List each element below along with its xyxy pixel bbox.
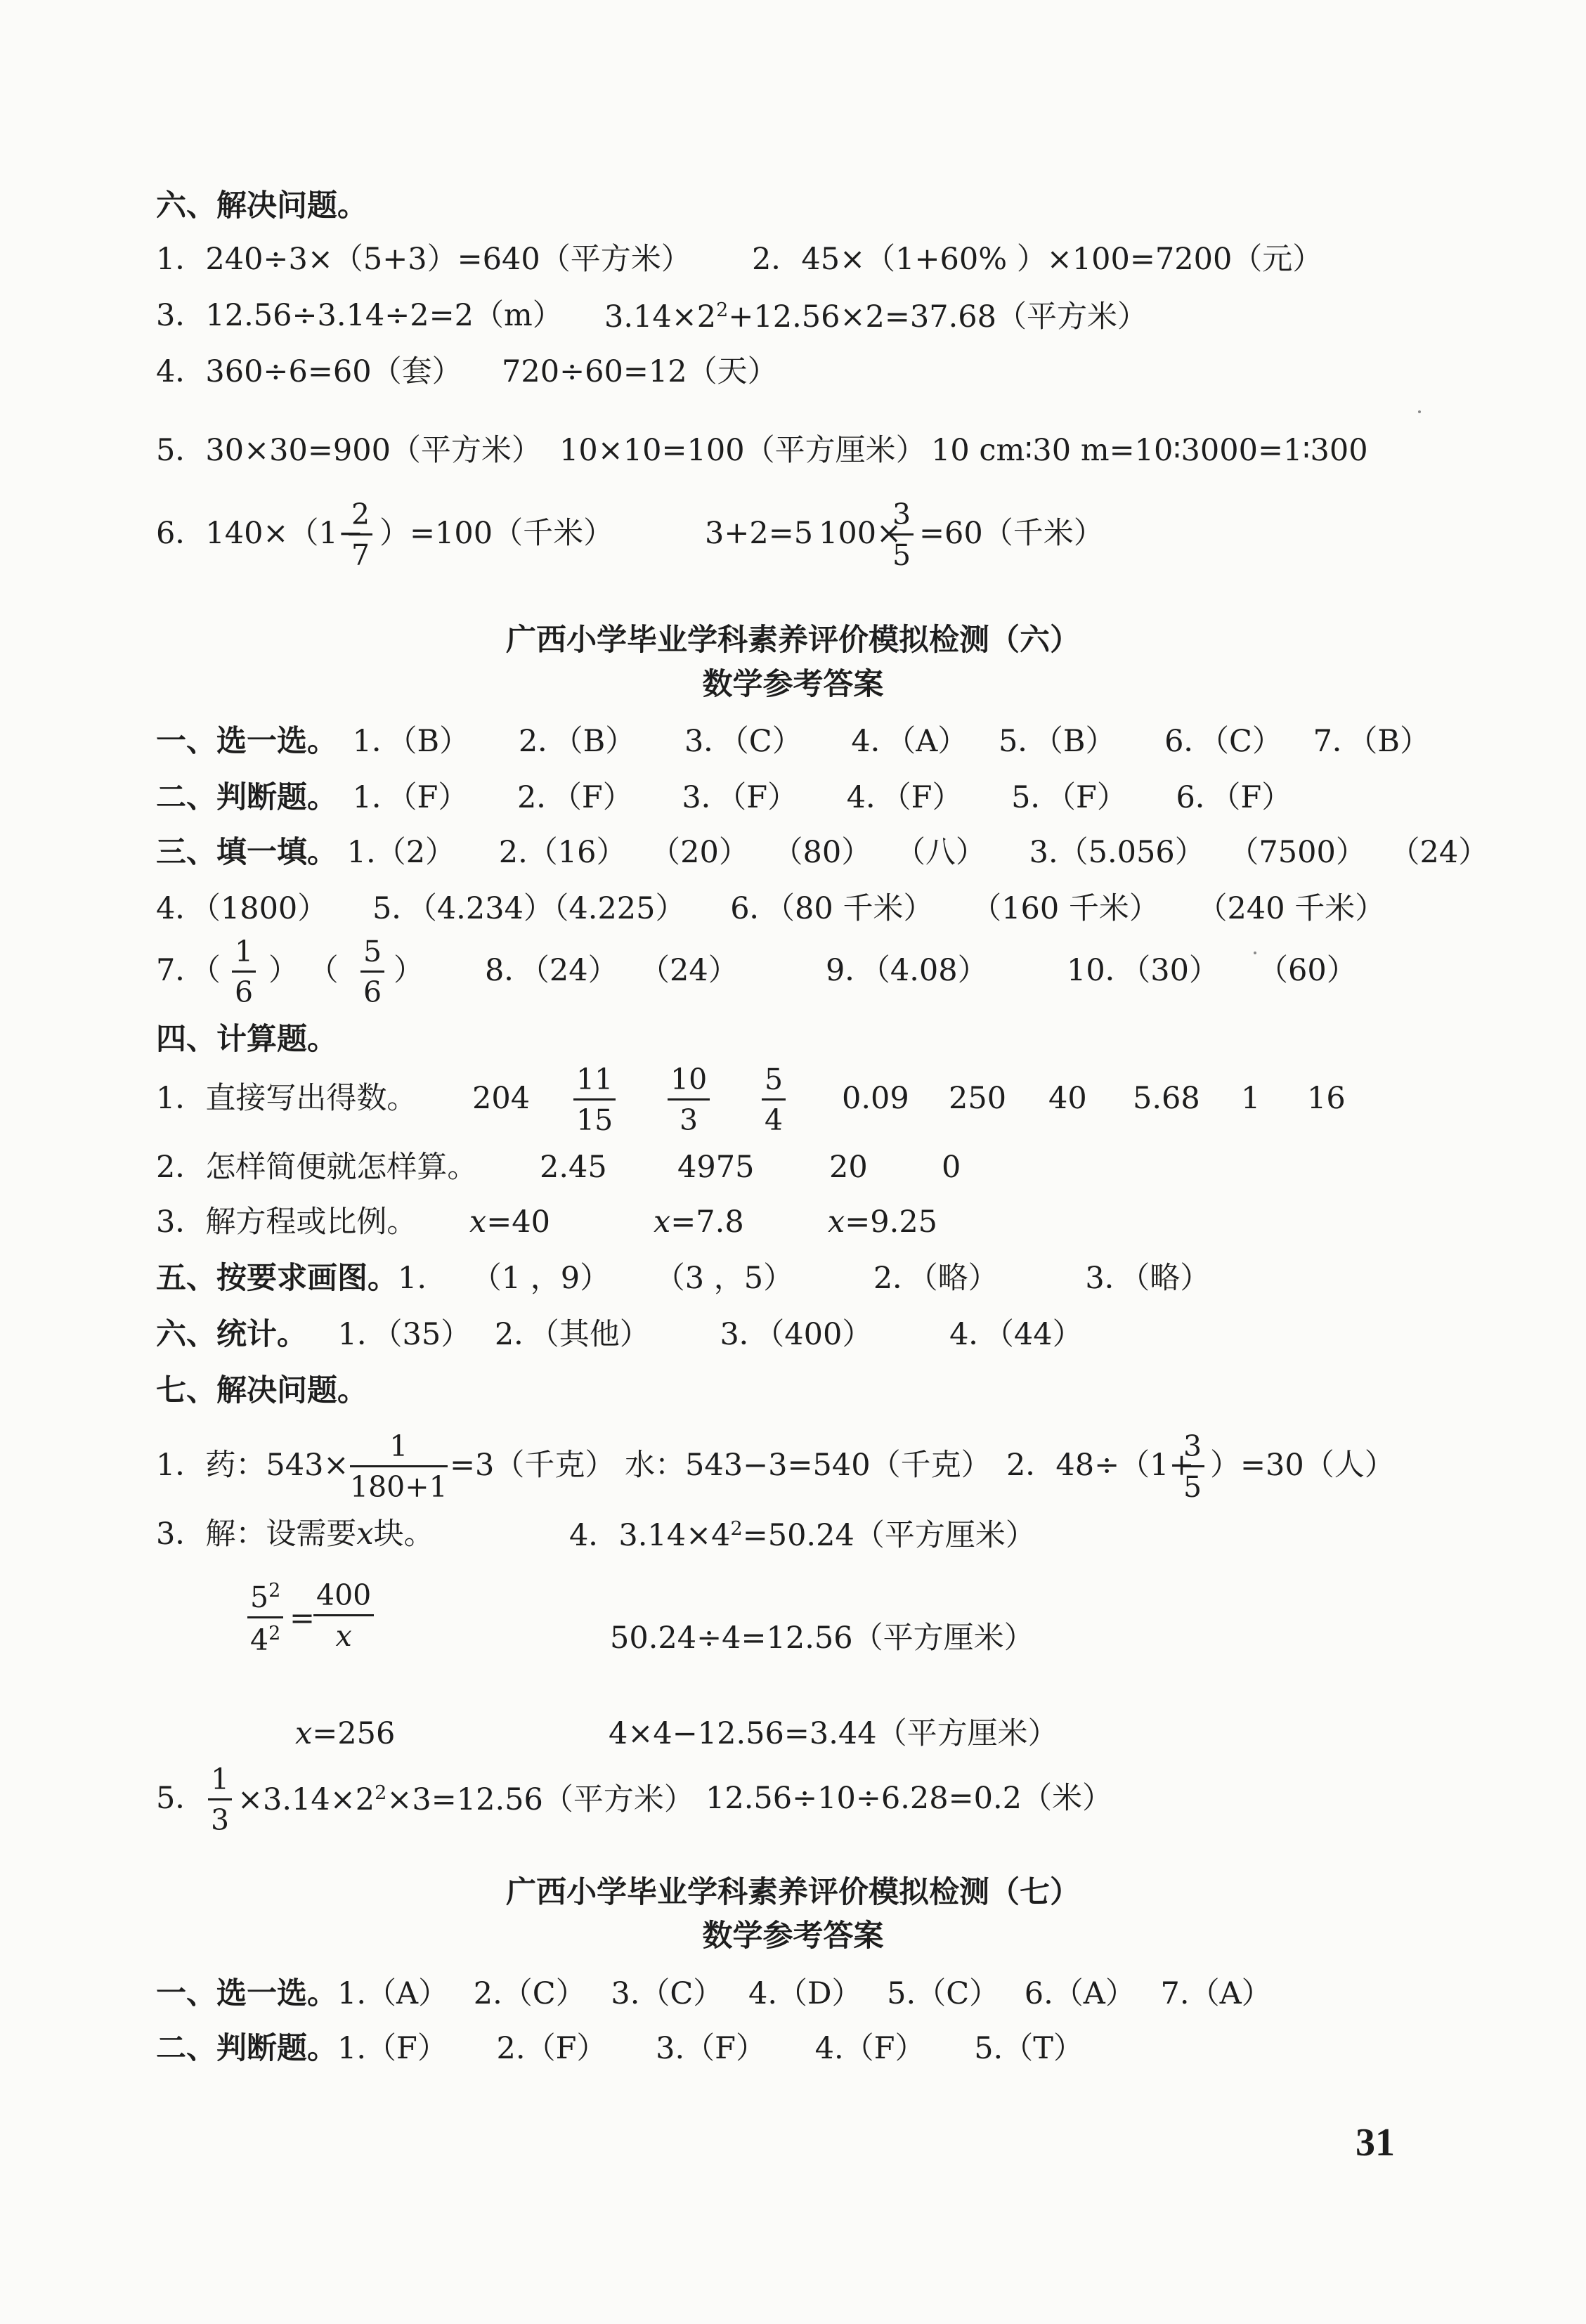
- text: ×3.14×2: [238, 1782, 375, 1817]
- answer-line: 10．（30）: [1067, 953, 1219, 988]
- exponent: 2: [375, 1782, 387, 1804]
- answer-line: ）: [394, 953, 424, 988]
- answer: 2.（F）: [496, 2031, 607, 2066]
- answer: 3．（F）: [682, 780, 798, 815]
- numerator: 3: [1181, 1432, 1204, 1467]
- answer-line: （60）: [1258, 953, 1357, 988]
- section-heading: 六、解决问题。: [156, 188, 368, 223]
- question-row: [156, 2031, 1084, 2066]
- answer-line: 2．45×（1+60% ）×100=7200（元）: [752, 242, 1323, 277]
- answer-line: 720÷60=12（天）: [502, 354, 778, 389]
- answer: 3.（C）: [611, 1976, 724, 2011]
- variable: x: [295, 1716, 313, 1751]
- denominator: 180+1: [350, 1470, 448, 1504]
- numerator: 1: [232, 937, 256, 973]
- answer: 3．（C）: [684, 724, 802, 759]
- answer-line: [604, 299, 1148, 335]
- text: =50.24（平方厘米）: [742, 1518, 1036, 1553]
- fraction: [349, 500, 372, 570]
- answer-line: 4975: [677, 1150, 755, 1185]
- answer: 4．（A）: [851, 724, 968, 759]
- speck: [1254, 952, 1256, 954]
- answer: 4．（F）: [846, 780, 963, 815]
- answer-line: 10×10=100（平方厘米）: [559, 433, 926, 468]
- answer: 2．（其他）: [494, 1317, 650, 1352]
- base: 4: [250, 1623, 269, 1657]
- answer-line: 250: [949, 1081, 1007, 1116]
- numerator: 10: [668, 1065, 710, 1101]
- test-title: 广西小学毕业学科素养评价模拟检测（七）: [506, 1875, 1080, 1910]
- expr: 3.14×2: [604, 299, 717, 335]
- answer: 2.（16）: [498, 835, 627, 870]
- question-label: 二、判断题。: [156, 2031, 337, 2066]
- fraction: [313, 1578, 374, 1653]
- denominator: 5: [892, 538, 911, 572]
- answer: 6．（C）: [1164, 724, 1282, 759]
- answer-line: 20: [829, 1150, 868, 1185]
- answer-line: ） （: [268, 953, 339, 988]
- answer: 5．（F）: [1011, 780, 1127, 815]
- answer-line: [828, 1207, 937, 1238]
- answer: 1.（A）: [337, 1976, 449, 2011]
- answer-line: 9．（4.08）: [826, 953, 988, 988]
- answer-line: 0.09: [842, 1081, 909, 1116]
- answer-line: [469, 1207, 550, 1238]
- text: 3．解：设需要: [156, 1517, 357, 1552]
- answer-line: =60（千米）: [919, 516, 1104, 551]
- exponent: 2: [730, 1518, 743, 1540]
- exponent: 2: [268, 1623, 281, 1644]
- numerator: 1: [350, 1432, 448, 1467]
- numerator: 5: [762, 1065, 786, 1101]
- answer-line: =3（千克） 水：543−3=540（千克）: [450, 1448, 992, 1483]
- question-row: [156, 724, 1431, 759]
- numerator: 2: [349, 500, 372, 535]
- answer: 4.（D）: [748, 1976, 862, 2011]
- question-label: 六、统计。: [156, 1317, 307, 1352]
- numerator: 3: [890, 500, 914, 535]
- numerator: 1: [208, 1765, 232, 1800]
- question-row: [156, 1317, 1083, 1352]
- answer: 2.（C）: [473, 1976, 586, 2011]
- expr: +12.56×2=37.68（平方米）: [728, 299, 1148, 335]
- answer: 1.: [398, 1261, 427, 1296]
- answer: 3．（略）: [1085, 1261, 1211, 1296]
- answer-line: 3+2=5: [705, 516, 814, 551]
- answer: （7500）: [1228, 835, 1366, 870]
- answer: 4．（1800）: [156, 891, 328, 926]
- question-label: 七、解决问题。: [156, 1373, 368, 1408]
- test-subtitle: 数学参考答案: [702, 1919, 884, 1954]
- answer: 5．（B）: [998, 724, 1116, 759]
- answer-line: ）=100（千米）: [379, 516, 614, 551]
- answer: （3 ，5）: [654, 1261, 794, 1296]
- answer: 1.（2）: [346, 835, 456, 870]
- answer-line: 16: [1307, 1081, 1346, 1116]
- answer: 4.（F）: [814, 2031, 925, 2066]
- fraction: [208, 1765, 232, 1835]
- text: 4．3.14×4: [569, 1518, 731, 1553]
- answer-line: 3．解方程或比例。: [156, 1205, 417, 1240]
- value: =9.25: [845, 1205, 938, 1240]
- denominator: 5: [1183, 1470, 1202, 1504]
- test-title: 广西小学毕业学科素养评价模拟检测（六）: [506, 623, 1080, 658]
- answer-line: 7．（: [156, 953, 221, 988]
- value: =256: [312, 1716, 396, 1751]
- answer: （24）: [1389, 835, 1489, 870]
- answer-line: [654, 1207, 744, 1238]
- answer: 2．（略）: [873, 1261, 999, 1296]
- variable: x: [828, 1205, 845, 1240]
- answer-line: （24）: [639, 953, 739, 988]
- equals-sign: =: [290, 1601, 316, 1636]
- answer-line: 1．药：543×: [156, 1448, 349, 1483]
- answer: 1．（35）: [337, 1317, 472, 1352]
- question-row: [156, 835, 1489, 870]
- question-label: 四、计算题。: [156, 1022, 337, 1057]
- question-row: [156, 1261, 1211, 1296]
- question-label: 二、判断题。: [156, 780, 337, 815]
- exponent: 2: [268, 1580, 281, 1602]
- variable: x: [356, 1517, 374, 1552]
- fraction: [350, 1429, 448, 1504]
- answer: 5.（T）: [974, 2031, 1084, 2066]
- question-label: 一、选一选。: [156, 724, 337, 759]
- answer: 2．（F）: [517, 780, 633, 815]
- fraction: [247, 1581, 283, 1655]
- question-label: 五、按要求画图。: [156, 1261, 398, 1296]
- answer-line: 5．: [156, 1781, 206, 1816]
- fraction: [232, 937, 256, 1007]
- variable: x: [469, 1205, 487, 1240]
- answer: （160 千米）: [971, 891, 1159, 926]
- value: =40: [486, 1205, 551, 1240]
- fraction: [360, 937, 384, 1007]
- page-number: 31: [1356, 2121, 1395, 2164]
- answer: （1 ，9）: [471, 1261, 611, 1296]
- fraction: [1181, 1429, 1204, 1504]
- answer: 1．（F）: [352, 780, 469, 815]
- answer-line: [295, 1716, 396, 1751]
- fraction: [762, 1065, 786, 1135]
- variable: x: [654, 1205, 671, 1240]
- numerator: 11: [573, 1065, 616, 1101]
- exponent: 2: [716, 299, 729, 321]
- speck: [1418, 410, 1421, 413]
- answer: 7．（B）: [1313, 724, 1431, 759]
- numerator: 5: [360, 937, 384, 973]
- answer-line: 2．怎样简便就怎样算。: [156, 1150, 478, 1185]
- answer-line: 4．360÷6=60（套）: [156, 354, 462, 389]
- answer-line: 5．30×30=900（平方米）: [156, 433, 542, 468]
- answer: 2．（B）: [518, 724, 636, 759]
- answer: 6．（F）: [1176, 780, 1292, 815]
- answer-line: 8．（24）: [485, 953, 618, 988]
- answer-line: [156, 1519, 434, 1550]
- answer-line: 2.45: [540, 1150, 607, 1185]
- answer: 4．（44）: [949, 1317, 1083, 1352]
- answer-line: 204: [472, 1081, 531, 1116]
- value: =7.8: [670, 1205, 744, 1240]
- denominator: 7: [351, 538, 370, 572]
- answer-line: 0: [942, 1150, 961, 1185]
- denominator: 3: [680, 1103, 698, 1137]
- denominator: 6: [235, 975, 254, 1009]
- denominator: 3: [211, 1803, 230, 1837]
- answer: 3.（F）: [656, 2031, 766, 2066]
- answer: 6．（80 千米）: [730, 891, 934, 926]
- answer: 3.（5.056）: [1029, 835, 1205, 870]
- question-row: [156, 1976, 1272, 2011]
- denominator: 15: [576, 1103, 613, 1137]
- answer-line: 4×4−12.56=3.44（平方厘米）: [609, 1716, 1058, 1751]
- answer-line: 1: [1241, 1081, 1261, 1116]
- question-label: 一、选一选。: [156, 1976, 337, 2011]
- denominator: [247, 1618, 283, 1655]
- question-row: [156, 891, 1386, 926]
- answer-line: ）=30（人）: [1210, 1448, 1395, 1483]
- answer: 1．（B）: [352, 724, 470, 759]
- answer-line: 2．48÷（1+: [1006, 1448, 1195, 1483]
- text: 块。: [373, 1517, 434, 1552]
- text: ×3=12.56（平方米）: [386, 1782, 694, 1817]
- question-label: 三、填一填。: [156, 835, 337, 870]
- answer-line: [569, 1519, 1036, 1551]
- denominator: x: [335, 1619, 352, 1653]
- numerator: [247, 1581, 283, 1618]
- answer-line: 1．240÷3×（5+3）=640（平方米）: [156, 242, 691, 277]
- answer-line: 50.24÷4=12.56（平方厘米）: [610, 1621, 1034, 1656]
- answer-line: 5.68: [1133, 1081, 1200, 1116]
- answer-line: 100×: [819, 516, 902, 551]
- fraction: [573, 1065, 616, 1135]
- answer: 3．（400）: [720, 1317, 873, 1352]
- fraction: [668, 1065, 710, 1135]
- fraction: [890, 500, 914, 570]
- denominator: 4: [765, 1103, 784, 1137]
- answer: 5.（C）: [887, 1976, 1000, 2011]
- answer: （20）: [650, 835, 749, 870]
- answer: （240 千米）: [1197, 891, 1386, 926]
- answer-line: 12.56÷10÷6.28=0.2（米）: [706, 1781, 1113, 1816]
- answer: 7.（A）: [1160, 1976, 1272, 2011]
- answer-line: 10 cm∶30 m=10∶3000=1∶300: [931, 433, 1368, 468]
- answer: （80）: [772, 835, 872, 870]
- numerator: 400: [313, 1581, 374, 1616]
- answer: 5．（4.234）（4.225）: [372, 891, 686, 926]
- answer-line: 3．12.56÷3.14÷2=2（m）: [156, 298, 563, 333]
- answer-line: 40: [1048, 1081, 1087, 1116]
- answer: 6.（A）: [1024, 1976, 1136, 2011]
- base: 5: [250, 1580, 269, 1614]
- answer-line: 1．直接写出得数。: [156, 1081, 417, 1116]
- denominator: 6: [363, 975, 382, 1009]
- answer-line: 6．140×（1−: [156, 516, 363, 551]
- question-row: [156, 780, 1292, 815]
- answer: （八）: [895, 835, 986, 870]
- answer-line: [238, 1784, 694, 1815]
- test-subtitle: 数学参考答案: [702, 667, 884, 702]
- answer: 1.（F）: [337, 2031, 448, 2066]
